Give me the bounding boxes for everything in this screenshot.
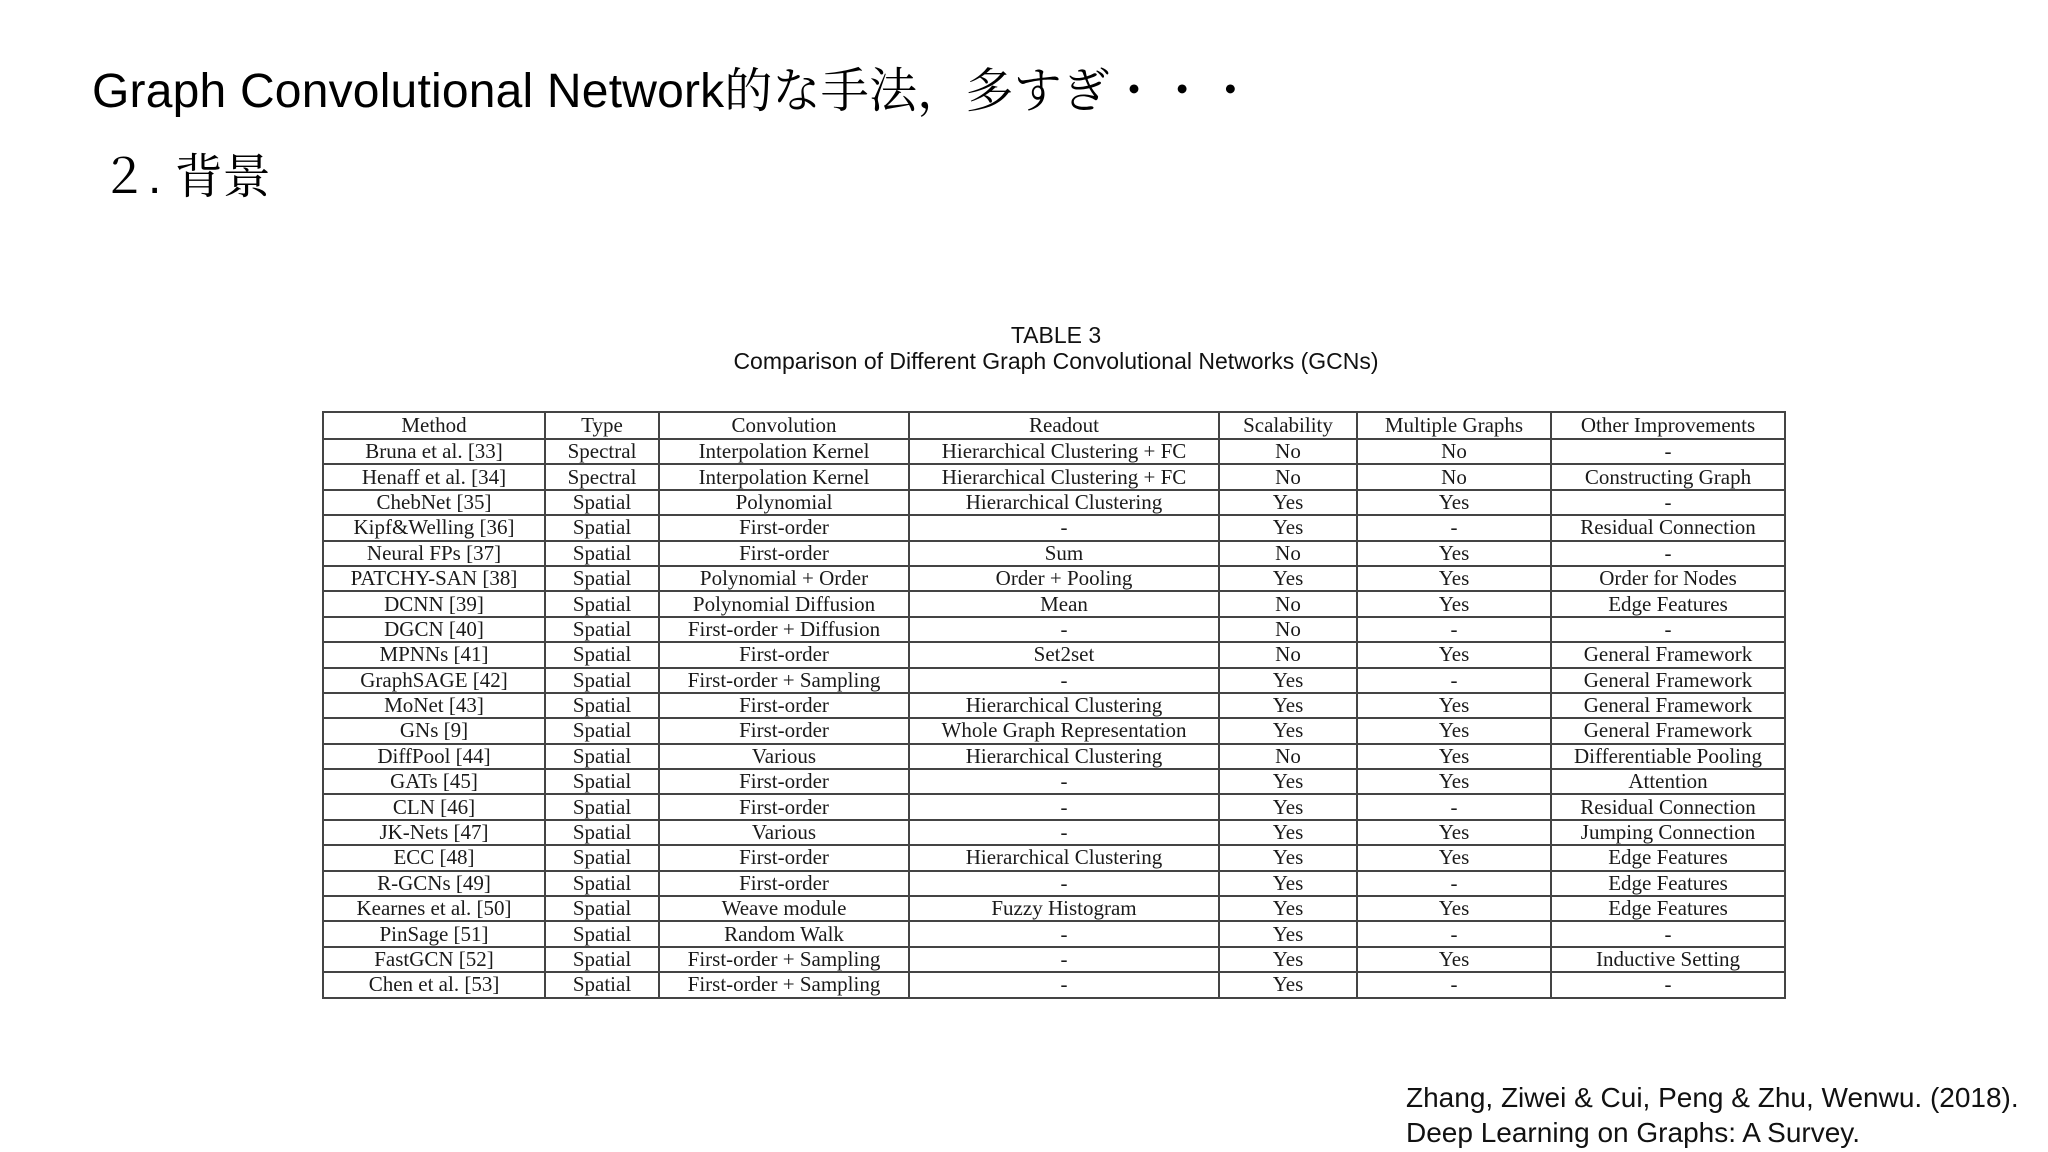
cell-scalability: Yes	[1219, 972, 1357, 997]
cell-method: CLN [46]	[323, 794, 545, 819]
cell-other-improvements: -	[1551, 921, 1785, 946]
cell-convolution: First-order + Diffusion	[659, 617, 909, 642]
cell-method: MPNNs [41]	[323, 642, 545, 667]
cell-convolution: First-order	[659, 515, 909, 540]
cell-readout: Mean	[909, 591, 1219, 616]
cell-multiple-graphs: Yes	[1357, 820, 1551, 845]
cell-scalability: Yes	[1219, 693, 1357, 718]
cell-type: Spatial	[545, 947, 659, 972]
cell-method: R-GCNs [49]	[323, 871, 545, 896]
cell-scalability: Yes	[1219, 490, 1357, 515]
cell-readout: -	[909, 972, 1219, 997]
cell-type: Spatial	[545, 490, 659, 515]
cell-convolution: Various	[659, 744, 909, 769]
cell-type: Spatial	[545, 794, 659, 819]
gcn-comparison-table	[322, 411, 1786, 999]
cell-readout: -	[909, 947, 1219, 972]
table-row	[323, 820, 1785, 845]
cell-scalability: Yes	[1219, 794, 1357, 819]
cell-convolution: Polynomial	[659, 490, 909, 515]
cell-scalability: Yes	[1219, 871, 1357, 896]
cell-multiple-graphs: Yes	[1357, 642, 1551, 667]
cell-scalability: Yes	[1219, 566, 1357, 591]
cell-readout: Set2set	[909, 642, 1219, 667]
cell-method: GraphSAGE [42]	[323, 668, 545, 693]
column-header-other-improvements: Other Improvements	[1551, 412, 1785, 439]
cell-convolution: First-order	[659, 871, 909, 896]
cell-scalability: No	[1219, 744, 1357, 769]
cell-scalability: No	[1219, 464, 1357, 489]
table-row	[323, 490, 1785, 515]
cell-method: Neural FPs [37]	[323, 541, 545, 566]
cell-readout: Hierarchical Clustering	[909, 845, 1219, 870]
cell-multiple-graphs: No	[1357, 464, 1551, 489]
cell-other-improvements: Residual Connection	[1551, 794, 1785, 819]
cell-convolution: First-order	[659, 794, 909, 819]
column-header-method: Method	[323, 412, 545, 439]
cell-other-improvements: Edge Features	[1551, 845, 1785, 870]
cell-convolution: Random Walk	[659, 921, 909, 946]
cell-multiple-graphs: Yes	[1357, 693, 1551, 718]
cell-type: Spatial	[545, 541, 659, 566]
column-header-scalability: Scalability	[1219, 412, 1357, 439]
cell-multiple-graphs: -	[1357, 515, 1551, 540]
cell-readout: Fuzzy Histogram	[909, 896, 1219, 921]
cell-type: Spatial	[545, 820, 659, 845]
cell-other-improvements: General Framework	[1551, 642, 1785, 667]
cell-readout: -	[909, 871, 1219, 896]
table-row	[323, 591, 1785, 616]
cell-readout: -	[909, 769, 1219, 794]
cell-type: Spectral	[545, 464, 659, 489]
cell-type: Spatial	[545, 668, 659, 693]
table-label: TABLE 3	[1010, 322, 1102, 348]
table-header-row	[323, 412, 1785, 439]
cell-other-improvements: -	[1551, 490, 1785, 515]
cell-multiple-graphs: -	[1357, 871, 1551, 896]
cell-other-improvements: -	[1551, 541, 1785, 566]
cell-scalability: Yes	[1219, 668, 1357, 693]
cell-readout: Sum	[909, 541, 1219, 566]
table-row	[323, 464, 1785, 489]
cell-readout: -	[909, 921, 1219, 946]
column-header-readout: Readout	[909, 412, 1219, 439]
section-heading: ２. 背景	[100, 151, 271, 204]
cell-readout: -	[909, 515, 1219, 540]
cell-convolution: First-order + Sampling	[659, 668, 909, 693]
cell-other-improvements: Order for Nodes	[1551, 566, 1785, 591]
cell-readout: Whole Graph Representation	[909, 718, 1219, 743]
cell-type: Spatial	[545, 744, 659, 769]
cell-convolution: First-order	[659, 718, 909, 743]
cell-method: DCNN [39]	[323, 591, 545, 616]
table-figure	[322, 411, 1786, 999]
cell-other-improvements: Edge Features	[1551, 896, 1785, 921]
slide-title: Graph Convolutional Network的な手法，多すぎ・・・	[92, 65, 1255, 118]
cell-scalability: No	[1219, 617, 1357, 642]
table-row	[323, 617, 1785, 642]
cell-type: Spatial	[545, 642, 659, 667]
cell-readout: -	[909, 794, 1219, 819]
cell-method: FastGCN [52]	[323, 947, 545, 972]
cell-other-improvements: Edge Features	[1551, 871, 1785, 896]
citation-authors: Zhang, Ziwei & Cui, Peng & Zhu, Wenwu. (2018).	[1406, 1082, 2019, 1113]
cell-other-improvements: Jumping Connection	[1551, 820, 1785, 845]
cell-convolution: Polynomial Diffusion	[659, 591, 909, 616]
table-row	[323, 515, 1785, 540]
cell-type: Spatial	[545, 896, 659, 921]
cell-readout: Hierarchical Clustering + FC	[909, 464, 1219, 489]
cell-type: Spectral	[545, 439, 659, 464]
cell-type: Spatial	[545, 972, 659, 997]
cell-method: Kearnes et al. [50]	[323, 896, 545, 921]
cell-type: Spatial	[545, 769, 659, 794]
cell-scalability: No	[1219, 439, 1357, 464]
column-header-convolution: Convolution	[659, 412, 909, 439]
cell-other-improvements: General Framework	[1551, 693, 1785, 718]
cell-scalability: Yes	[1219, 845, 1357, 870]
cell-multiple-graphs: Yes	[1357, 718, 1551, 743]
cell-method: DGCN [40]	[323, 617, 545, 642]
cell-readout: -	[909, 617, 1219, 642]
cell-convolution: First-order + Sampling	[659, 947, 909, 972]
cell-other-improvements: General Framework	[1551, 718, 1785, 743]
cell-scalability: Yes	[1219, 921, 1357, 946]
table-caption: Comparison of Different Graph Convolutional Networks (GCNs)	[733, 348, 1379, 374]
cell-convolution: Polynomial + Order	[659, 566, 909, 591]
cell-scalability: No	[1219, 642, 1357, 667]
table-row	[323, 642, 1785, 667]
cell-method: ECC [48]	[323, 845, 545, 870]
cell-type: Spatial	[545, 693, 659, 718]
cell-method: MoNet [43]	[323, 693, 545, 718]
cell-scalability: Yes	[1219, 896, 1357, 921]
cell-multiple-graphs: -	[1357, 794, 1551, 819]
cell-multiple-graphs: Yes	[1357, 744, 1551, 769]
cell-readout: Hierarchical Clustering	[909, 490, 1219, 515]
cell-scalability: Yes	[1219, 820, 1357, 845]
cell-type: Spatial	[545, 921, 659, 946]
cell-convolution: First-order	[659, 769, 909, 794]
cell-scalability: Yes	[1219, 515, 1357, 540]
cell-scalability: Yes	[1219, 947, 1357, 972]
cell-other-improvements: -	[1551, 617, 1785, 642]
cell-type: Spatial	[545, 871, 659, 896]
cell-scalability: Yes	[1219, 769, 1357, 794]
cell-multiple-graphs: No	[1357, 439, 1551, 464]
cell-method: ChebNet [35]	[323, 490, 545, 515]
table-row	[323, 566, 1785, 591]
cell-multiple-graphs: -	[1357, 972, 1551, 997]
cell-method: PinSage [51]	[323, 921, 545, 946]
cell-multiple-graphs: Yes	[1357, 769, 1551, 794]
column-header-type: Type	[545, 412, 659, 439]
cell-method: PATCHY-SAN [38]	[323, 566, 545, 591]
cell-other-improvements: Constructing Graph	[1551, 464, 1785, 489]
cell-type: Spatial	[545, 515, 659, 540]
cell-scalability: Yes	[1219, 718, 1357, 743]
cell-method: JK-Nets [47]	[323, 820, 545, 845]
table-row	[323, 845, 1785, 870]
cell-multiple-graphs: Yes	[1357, 566, 1551, 591]
cell-readout: Order + Pooling	[909, 566, 1219, 591]
cell-type: Spatial	[545, 566, 659, 591]
cell-multiple-graphs: Yes	[1357, 896, 1551, 921]
cell-method: Chen et al. [53]	[323, 972, 545, 997]
cell-multiple-graphs: Yes	[1357, 541, 1551, 566]
cell-readout: Hierarchical Clustering	[909, 693, 1219, 718]
cell-convolution: First-order	[659, 642, 909, 667]
cell-multiple-graphs: -	[1357, 668, 1551, 693]
cell-readout: -	[909, 668, 1219, 693]
table-body	[323, 439, 1785, 998]
cell-method: Kipf&Welling [36]	[323, 515, 545, 540]
table-row	[323, 972, 1785, 997]
cell-multiple-graphs: Yes	[1357, 490, 1551, 515]
table-row	[323, 871, 1785, 896]
table-row	[323, 794, 1785, 819]
table-row	[323, 439, 1785, 464]
cell-convolution: First-order	[659, 693, 909, 718]
cell-multiple-graphs: Yes	[1357, 947, 1551, 972]
cell-multiple-graphs: -	[1357, 617, 1551, 642]
cell-other-improvements: -	[1551, 439, 1785, 464]
citation	[1406, 1080, 2019, 1150]
cell-other-improvements: Inductive Setting	[1551, 947, 1785, 972]
cell-multiple-graphs: Yes	[1357, 591, 1551, 616]
cell-multiple-graphs: Yes	[1357, 845, 1551, 870]
cell-convolution: Weave module	[659, 896, 909, 921]
cell-type: Spatial	[545, 617, 659, 642]
table-row	[323, 693, 1785, 718]
cell-convolution: Interpolation Kernel	[659, 439, 909, 464]
cell-convolution: First-order	[659, 541, 909, 566]
table-row	[323, 541, 1785, 566]
cell-type: Spatial	[545, 718, 659, 743]
cell-convolution: Various	[659, 820, 909, 845]
citation-title: Deep Learning on Graphs: A Survey.	[1406, 1117, 1860, 1148]
cell-method: Henaff et al. [34]	[323, 464, 545, 489]
cell-method: DiffPool [44]	[323, 744, 545, 769]
table-row	[323, 921, 1785, 946]
cell-method: GATs [45]	[323, 769, 545, 794]
table-row	[323, 744, 1785, 769]
cell-scalability: No	[1219, 591, 1357, 616]
table-row	[323, 668, 1785, 693]
table-row	[323, 896, 1785, 921]
table-row	[323, 718, 1785, 743]
cell-convolution: First-order + Sampling	[659, 972, 909, 997]
cell-other-improvements: -	[1551, 972, 1785, 997]
cell-convolution: Interpolation Kernel	[659, 464, 909, 489]
cell-type: Spatial	[545, 845, 659, 870]
cell-type: Spatial	[545, 591, 659, 616]
cell-readout: Hierarchical Clustering	[909, 744, 1219, 769]
cell-multiple-graphs: -	[1357, 921, 1551, 946]
cell-other-improvements: Edge Features	[1551, 591, 1785, 616]
cell-method: Bruna et al. [33]	[323, 439, 545, 464]
cell-readout: Hierarchical Clustering + FC	[909, 439, 1219, 464]
table-row	[323, 769, 1785, 794]
cell-other-improvements: General Framework	[1551, 668, 1785, 693]
column-header-multiple-graphs: Multiple Graphs	[1357, 412, 1551, 439]
cell-other-improvements: Attention	[1551, 769, 1785, 794]
table-row	[323, 947, 1785, 972]
cell-method: GNs [9]	[323, 718, 545, 743]
cell-convolution: First-order	[659, 845, 909, 870]
cell-other-improvements: Differentiable Pooling	[1551, 744, 1785, 769]
cell-other-improvements: Residual Connection	[1551, 515, 1785, 540]
cell-readout: -	[909, 820, 1219, 845]
cell-scalability: No	[1219, 541, 1357, 566]
